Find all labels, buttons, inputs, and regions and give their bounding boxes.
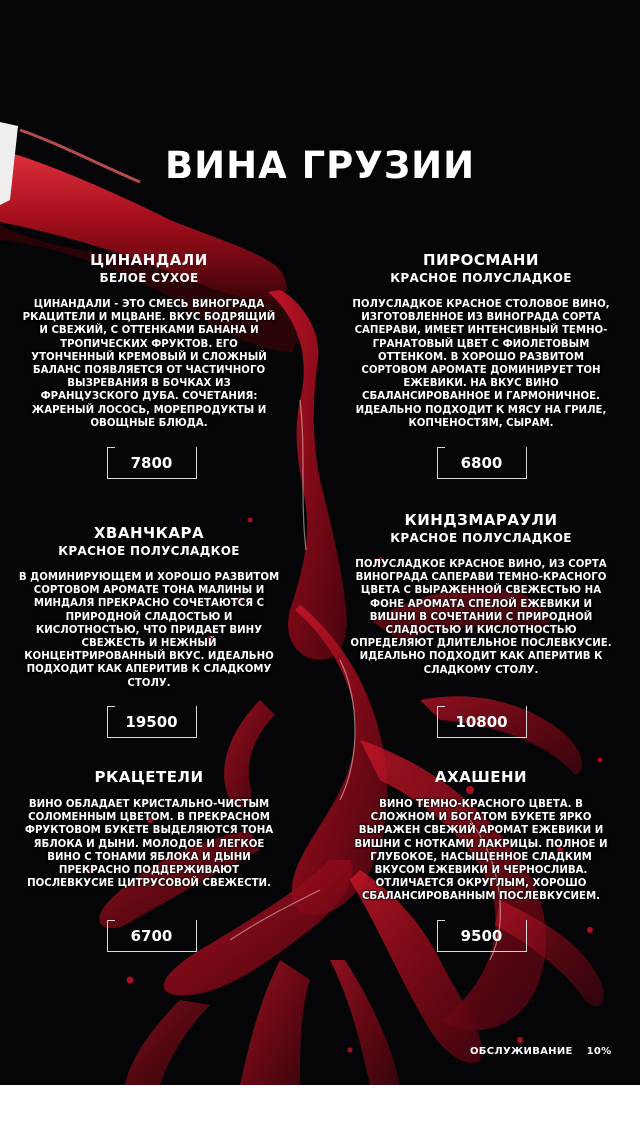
- wine-type: КРАСНОЕ ПОЛУСЛАДКОЕ: [390, 531, 572, 545]
- wine-description: ПОЛУСЛАДКОЕ КРАСНОЕ СТОЛОВОЕ ВИНО, ИЗГОТОВЛЕННОЕ ИЗ ВИНОГРАДА СОРТА САПЕРАВИ, ИМЕЕТ ИНТЕНСИВНЫЙ ТЕМНО-ГРАНАТОВЫЙ ЦВЕТ С ФИОЛЕТОВЫМ ОТТЕНКОМ. В ХОРОШО РАЗВИТОМ СОРТОВОМ АРОМАТЕ ДОМИНИРУЕТ ТОН ЕЖЕВИКИ. НА ВКУС ВИНО СБАЛАНСИРОВАННОЕ И ГАРМОНИЧНОЕ. ИДЕАЛЬНО ПОДХОДИТ К МЯСУ НА ГРИЛЕ, КОПЧЕНОСТЯМ, СЫРАМ.: [352, 299, 610, 429]
- wine-description: ПОЛУСЛАДКОЕ КРАСНОЕ ВИНО, ИЗ СОРТА ВИНОГРАДА САПЕРАВИ ТЕМНО-КРАСНОГО ЦВЕТА С ВЫРАЖЕННОЙ СВЕЖЕСТЬЮ НА ФОНЕ АРОМАТА СПЕЛОЙ ЕЖЕВИКИ И ВИШНИ В СОЧЕТАНИИ С ПРИРОДНОЙ СЛАДОСТЬЮ И КИСЛОТНОСТЬЮ ОПРЕДЕЛЯЮТ ДЛИТЕЛЬНОЕ ПОСЛЕВКУСИЕ. ИДЕАЛЬНО ПОДХОДИТ КАК АПЕРИТИВ К СЛАДКОМУ СТОЛУ.: [350, 559, 612, 676]
- wine-name: ПИРОСМАНИ: [422, 251, 539, 269]
- wine-price: 7800: [130, 453, 173, 472]
- wine-price-box: [107, 447, 197, 479]
- wine-description: В ДОМИНИРУЮЩЕМ И ХОРОШО РАЗВИТОМ СОРТОВОМ АРОМАТЕ ТОНА МАЛИНЫ И МИНДАЛЯ ПРЕКРАСНО СОЧЕТАЮТСЯ С ПРИРОДНОЙ СЛАДОСТЬЮ И КИСЛОТНОСТЬЮ, ЧТО ПРИДАЕТ ВИНУ СВЕЖЕСТЬ И НЕЖНЫЙ КОНЦЕНТРИРОВАННЫЙ ВКУС. ИДЕАЛЬНО ПОДХОДИТ КАК АПЕРИТИВ К СЛАДКОМУ СТОЛУ.: [18, 572, 280, 689]
- wine-price: 19500: [125, 712, 178, 731]
- wine-description: ЦИНАНДАЛИ - ЭТО СМЕСЬ ВИНОГРАДА РКАЦИТЕЛИ И МЦВАНЕ. ВКУС БОДРЯЩИЙ И СВЕЖИЙ, С ОТТЕНКАМИ БАНАНА И ТРОПИЧЕСКИХ ФРУКТОВ. ЕГО УТОНЧЕННЫЙ КРЕМОВЫЙ И СЛОЖНЫЙ БАЛАНС ПОЯВЛЯЕТСЯ ОТ ЧАСТИЧНОГО ВЫЗРЕВАНИЯ В БОЧКАХ ИЗ ФРАНЦУЗСКОГО ДУБА. СОЧЕТАНИЯ: ЖАРЕНЫЙ ЛОСОСЬ, МОРЕПРОДУКТЫ И ОВОЩНЫЕ БЛЮДА.: [22, 299, 276, 429]
- wine-price: 6700: [130, 926, 173, 945]
- wine-item-akhasheni: [350, 768, 612, 904]
- wine-description: ВИНО ТЕМНО-КРАСНОГО ЦВЕТА. В СЛОЖНОМ И БОГАТОМ БУКЕТЕ ЯРКО ВЫРАЖЕН СВЕЖИЙ АРОМАТ ЕЖЕВИКИ И ВИШНИ С НОТКАМИ ЛАКРИЦЫ. ПОЛНОЕ И ГЛУБОКОЕ, НАСЫЩЕННОЕ СЛАДКИМ ВКУСОМ ЕЖЕВИКИ И ЧЕРНОСЛИВА. ОТЛИЧАЕТСЯ ОКРУГЛЫМ, ХОРОШО СБАЛАНСИРОВАННЫМ ПОСЛЕВКУСИЕМ.: [354, 799, 608, 903]
- wine-price-box: [437, 447, 527, 479]
- wine-price-box: [437, 920, 527, 952]
- wine-name: АХАШЕНИ: [434, 768, 528, 786]
- wine-name: ХВАНЧКАРА: [93, 524, 205, 542]
- wine-price: 10800: [455, 712, 508, 731]
- wine-type: БЕЛОЕ СУХОЕ: [99, 271, 199, 285]
- wine-item-tsinandali: [18, 251, 280, 430]
- wine-name: КИНДЗМАРАУЛИ: [404, 511, 558, 529]
- wine-type: КРАСНОЕ ПОЛУСЛАДКОЕ: [390, 271, 572, 285]
- wine-price-box: [107, 920, 197, 952]
- wine-name: ЦИНАНДАЛИ: [90, 251, 208, 269]
- wine-item-pirosmani: [350, 251, 612, 430]
- wine-name: РКАЦЕТЕЛИ: [94, 768, 204, 786]
- service-charge: [470, 1046, 611, 1057]
- wine-item-khvanchkara: [18, 524, 280, 690]
- wine-item-kindzmarauli: [350, 511, 612, 677]
- wine-price: 9500: [460, 926, 503, 945]
- service-value: 10%: [586, 1046, 612, 1057]
- wine-type: КРАСНОЕ ПОЛУСЛАДКОЕ: [58, 544, 240, 558]
- wine-price: 6800: [460, 453, 503, 472]
- wine-price-box: [107, 706, 197, 738]
- service-label: ОБСЛУЖИВАНИЕ: [470, 1046, 573, 1057]
- wine-price-box: [437, 706, 527, 738]
- wine-item-rkatsiteli: [18, 768, 280, 890]
- menu-title: ВИНА ГРУЗИИ: [164, 144, 476, 187]
- wine-description: ВИНО ОБЛАДАЕТ КРИСТАЛЬНО-ЧИСТЫМ СОЛОМЕННЫМ ЦВЕТОМ. В ПРЕКРАСНОМ ФРУКТОВОМ БУКЕТЕ ВЫДЕЛЯЮТСЯ ТОНА ЯБЛОКА И ДЫНИ. МОЛОДОЕ И ЛЕГКОЕ ВИНО С ТОНАМИ ЯБЛОКА И ДЫНИ ПРЕКРАСНО ПОДДЕРЖИВАЮТ ПОСЛЕВКУСИЕ ЦИТРУСОВОЙ СВЕЖЕСТИ.: [24, 799, 274, 890]
